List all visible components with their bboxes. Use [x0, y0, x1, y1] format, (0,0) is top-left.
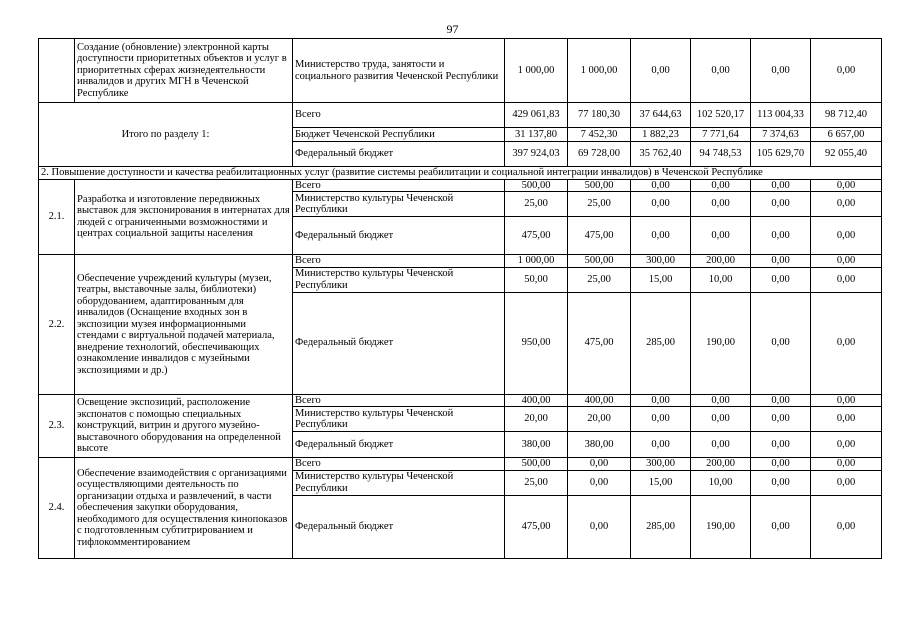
value-cell: 0,00: [811, 394, 882, 407]
value-cell: 397 924,03: [505, 142, 568, 167]
value-cell: 0,00: [811, 192, 882, 217]
value-cell: 0,00: [751, 394, 811, 407]
value-cell: 0,00: [631, 192, 691, 217]
value-cell: 0,00: [811, 407, 882, 432]
value-cell: 20,00: [505, 407, 568, 432]
value-cell: 300,00: [631, 255, 691, 268]
measure-name: Создание (обновление) электронной карты доступности приоритетных объектов и услуг в приоритетных сферах жизнедеятельности инвалидов и других МГН в Чеченской Республике: [75, 39, 293, 103]
value-cell: 400,00: [568, 394, 631, 407]
value-cell: 7 771,64: [691, 128, 751, 142]
value-cell: 105 629,70: [751, 142, 811, 167]
value-cell: 92 055,40: [811, 142, 882, 167]
value-cell: 0,00: [568, 458, 631, 471]
value-cell: 285,00: [631, 495, 691, 558]
row-number: 2.1.: [39, 179, 75, 255]
value-cell: 15,00: [631, 470, 691, 495]
value-cell: 35 762,40: [631, 142, 691, 167]
section-title: 2. Повышение доступности и качества реабилитационных услуг (развитие системы реабилитации и социальной интеграции инвалидов) в Чеченской Республике: [39, 167, 882, 180]
funding-source: Министерство культуры Чеченской Республики: [293, 470, 505, 495]
value-cell: 0,00: [751, 179, 811, 192]
funding-source: Федеральный бюджет: [293, 432, 505, 458]
value-cell: 500,00: [568, 255, 631, 268]
value-cell: 0,00: [751, 407, 811, 432]
funding-source: Всего: [293, 103, 505, 128]
value-cell: 475,00: [505, 495, 568, 558]
value-cell: 77 180,30: [568, 103, 631, 128]
value-cell: 0,00: [631, 217, 691, 255]
value-cell: 0,00: [751, 39, 811, 103]
funding-source: Всего: [293, 255, 505, 268]
value-cell: 950,00: [505, 292, 568, 394]
value-cell: 37 644,63: [631, 103, 691, 128]
value-cell: 15,00: [631, 267, 691, 292]
value-cell: 0,00: [811, 495, 882, 558]
value-cell: 0,00: [691, 407, 751, 432]
value-cell: 0,00: [691, 432, 751, 458]
value-cell: 475,00: [568, 217, 631, 255]
value-cell: 0,00: [631, 407, 691, 432]
measure-name: Обеспечение взаимодействия с организациями осуществляющими деятельность по организации отдыха и развлечений, в части обеспечения закупки оборудования, необходимого для осуществления кинопоказов с подготовленным субтитрированием и тифлокомментированием: [75, 458, 293, 559]
funding-source: Министерство культуры Чеченской Республики: [293, 267, 505, 292]
value-cell: 1 000,00: [505, 39, 568, 103]
value-cell: 0,00: [631, 394, 691, 407]
value-cell: 0,00: [751, 255, 811, 268]
measure-name: Освещение экспозиций, расположение экспонатов с помощью специальных конструкций, витрин и другого музейно-выставочного оборудования на определенной высоте: [75, 394, 293, 458]
value-cell: 429 061,83: [505, 103, 568, 128]
value-cell: 69 728,00: [568, 142, 631, 167]
value-cell: 0,00: [751, 495, 811, 558]
value-cell: 300,00: [631, 458, 691, 471]
row-number: [39, 39, 75, 103]
value-cell: 113 004,33: [751, 103, 811, 128]
value-cell: 0,00: [568, 495, 631, 558]
value-cell: 0,00: [751, 432, 811, 458]
value-cell: 20,00: [568, 407, 631, 432]
value-cell: 0,00: [568, 470, 631, 495]
value-cell: 1 000,00: [568, 39, 631, 103]
funding-source: Федеральный бюджет: [293, 495, 505, 558]
value-cell: 0,00: [811, 432, 882, 458]
value-cell: 0,00: [811, 470, 882, 495]
funding-source: Всего: [293, 179, 505, 192]
value-cell: 0,00: [631, 432, 691, 458]
value-cell: 475,00: [568, 292, 631, 394]
value-cell: 0,00: [751, 192, 811, 217]
value-cell: 0,00: [811, 292, 882, 394]
funding-source: Всего: [293, 394, 505, 407]
table-row: [39, 167, 882, 180]
measure-name: Разработка и изготовление передвижных выставок для экспонирования в интернатах для людей с ограниченными возможностями и центрах социальной защиты населения: [75, 179, 293, 255]
value-cell: 0,00: [751, 470, 811, 495]
value-cell: 0,00: [811, 255, 882, 268]
row-number: 2.4.: [39, 458, 75, 559]
row-number: 2.3.: [39, 394, 75, 458]
value-cell: 190,00: [691, 495, 751, 558]
value-cell: 1 000,00: [505, 255, 568, 268]
value-cell: 0,00: [811, 458, 882, 471]
value-cell: 102 520,17: [691, 103, 751, 128]
row-number: 2.2.: [39, 255, 75, 395]
value-cell: 190,00: [691, 292, 751, 394]
value-cell: 200,00: [691, 458, 751, 471]
value-cell: 380,00: [505, 432, 568, 458]
value-cell: 500,00: [505, 458, 568, 471]
funding-source: Федеральный бюджет: [293, 217, 505, 255]
table-row: [39, 394, 882, 407]
value-cell: 1 882,23: [631, 128, 691, 142]
value-cell: 25,00: [505, 470, 568, 495]
value-cell: 380,00: [568, 432, 631, 458]
value-cell: 0,00: [691, 39, 751, 103]
value-cell: 0,00: [631, 179, 691, 192]
value-cell: 6 657,00: [811, 128, 882, 142]
value-cell: 25,00: [505, 192, 568, 217]
value-cell: 10,00: [691, 470, 751, 495]
funding-source: Федеральный бюджет: [293, 292, 505, 394]
value-cell: 500,00: [568, 179, 631, 192]
value-cell: 7 452,30: [568, 128, 631, 142]
funding-source: Бюджет Чеченской Республики: [293, 128, 505, 142]
table-row: [39, 458, 882, 471]
funding-source: Министерство труда, занятости и социального развития Чеченской Республики: [293, 39, 505, 103]
value-cell: 10,00: [691, 267, 751, 292]
value-cell: 94 748,53: [691, 142, 751, 167]
value-cell: 0,00: [811, 39, 882, 103]
value-cell: 0,00: [691, 179, 751, 192]
value-cell: 0,00: [751, 217, 811, 255]
value-cell: 0,00: [811, 267, 882, 292]
value-cell: 0,00: [691, 192, 751, 217]
table-row: [39, 179, 882, 192]
table-row: [39, 39, 882, 103]
measure-name: Обеспечение учреждений культуры (музеи, театры, выставочные залы, библиотеки) оборудованием, адаптированным для инвалидов (Оснащение входных зон в экспозиции музея информационными стендами с виртуальной подачей материала, внедрение технологий, обеспечивающих ознакомление инвалидов с музейными экспозициями и др.): [75, 255, 293, 395]
value-cell: 475,00: [505, 217, 568, 255]
value-cell: 0,00: [751, 458, 811, 471]
page-number: 97: [446, 22, 459, 36]
value-cell: 0,00: [751, 267, 811, 292]
value-cell: 0,00: [811, 179, 882, 192]
value-cell: 31 137,80: [505, 128, 568, 142]
value-cell: 0,00: [691, 394, 751, 407]
program-table: [38, 38, 882, 559]
value-cell: 98 712,40: [811, 103, 882, 128]
value-cell: 25,00: [568, 267, 631, 292]
value-cell: 285,00: [631, 292, 691, 394]
funding-source: Федеральный бюджет: [293, 142, 505, 167]
value-cell: 0,00: [691, 217, 751, 255]
value-cell: 50,00: [505, 267, 568, 292]
funding-source: Министерство культуры Чеченской Республики: [293, 407, 505, 432]
value-cell: 25,00: [568, 192, 631, 217]
value-cell: 0,00: [811, 217, 882, 255]
funding-source: Всего: [293, 458, 505, 471]
value-cell: 400,00: [505, 394, 568, 407]
table-row: [39, 255, 882, 268]
value-cell: 0,00: [751, 292, 811, 394]
funding-source: Министерство культуры Чеченской Республики: [293, 192, 505, 217]
total-label: Итого по разделу 1:: [39, 103, 293, 167]
table-row: [39, 103, 882, 128]
value-cell: 7 374,63: [751, 128, 811, 142]
value-cell: 0,00: [631, 39, 691, 103]
value-cell: 500,00: [505, 179, 568, 192]
value-cell: 200,00: [691, 255, 751, 268]
